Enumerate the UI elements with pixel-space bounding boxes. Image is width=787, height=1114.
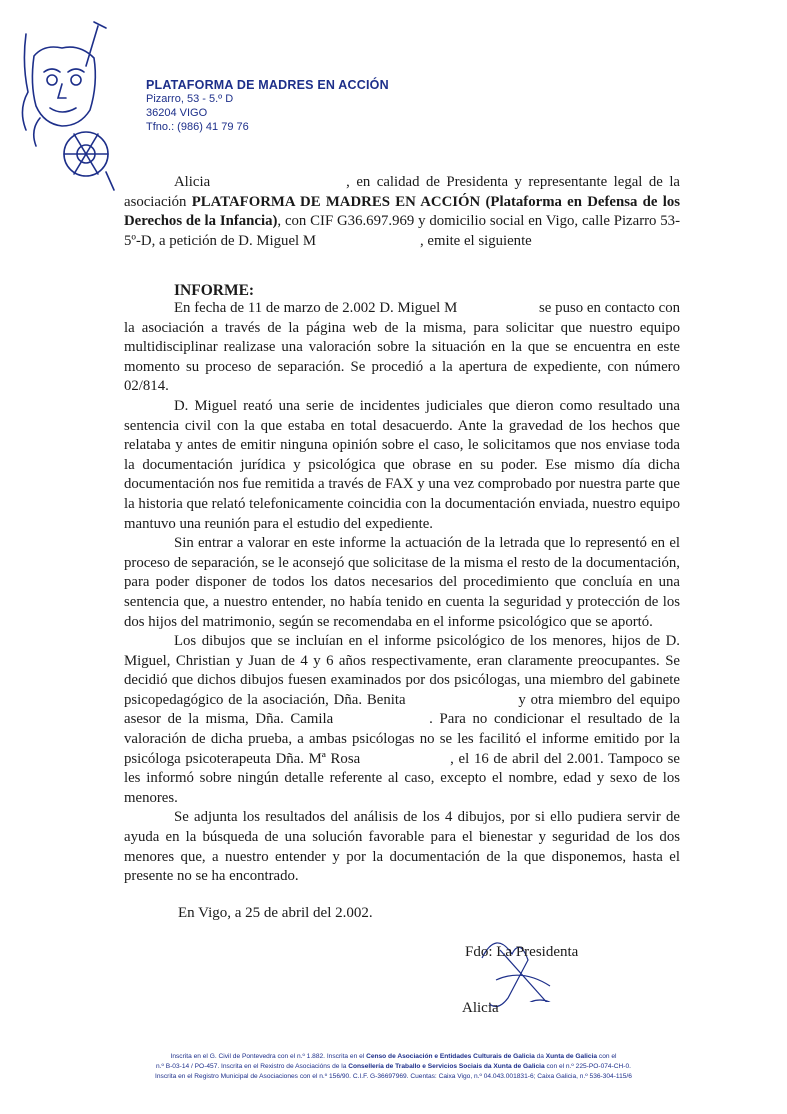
org-name: PLATAFORMA DE MADRES EN ACCIÓN: [146, 78, 389, 92]
intro-name: Alicia: [174, 174, 211, 190]
redaction: [457, 300, 535, 317]
phone-number: Tfno.: (986) 41 79 76: [146, 121, 249, 133]
footer-line-1: Inscrita en el G. Civil de Pontevedra con el n.º 1.882. Inscrita en el Censo de Asociación e Entidades Culturais de Galicia da Xunta de Galicia con el: [170, 1053, 617, 1060]
redaction: [406, 692, 514, 709]
footer-registrations: [40, 1052, 747, 1082]
redaction: [316, 233, 420, 250]
signature-stamp: [400, 910, 690, 1050]
address-line-1: Pizarro, 53 - 5.º D: [146, 93, 234, 105]
address-line-2: 36204 VIGO: [146, 107, 208, 119]
redaction: [418, 960, 494, 1004]
signature-name: Alicia: [462, 1000, 499, 1016]
body-paragraph-1: En fecha de 11 de marzo de 2.002 D. Miguel M se puso en contacto con la asociación a través de la página web de la misma, para solicitar que nuestro equipo multidisciplinar realizase una valoración sobre la situación en la que se encuentra en este momento su proceso de separación. Se procedió a la apertura de expediente, con número 02/814.: [124, 300, 680, 395]
redaction: [210, 174, 346, 191]
redaction: [560, 966, 690, 1000]
footer-line-3: Inscrita en el Registro Municipal de Asociaciones con el n.º 156/90. C.I.F. G-36697969. Cuentas: Caixa Vigo, n.º 04.043.001831-6; Caixa Galicia, n.º 536-304-115/6: [155, 1073, 632, 1080]
closing-date: En Vigo, a 25 de abril del 2.002.: [178, 905, 373, 921]
organization-logo: [14, 14, 120, 194]
letterhead: [146, 78, 389, 134]
body-paragraph-4: Los dibujos que se incluían en el informe psicológico de los menores, hijos de D. Miguel, Christian y Juan de 4 y 6 años respectivamente, eran claramente preocupantes. Se decidió que dichos dibujos fuesen examinados por dos psicólogas, una miembro del gabinete psicopedagógico de la asociación, Dña. Benita y otra miembro del equipo asesor de la misma, Dña. Camila . Para no condicionar el resultado de la valoración de dicha prueba, a ambas psicólogas no se les facilitó el informe emitido por la psicóloga psicoterapeuta Dña. Mª Rosa , el 16 de abril del 2.001. Tampoco se les informó sobre ningún detalle referente al caso, excepto el nombre, edad y sexo de los menores.: [124, 633, 681, 806]
body-paragraph-2: D. Miguel reató una serie de incidentes judiciales que dieron como resultado una sentencia civil con la que estaba en total desacuerdo. Ante la gravedad de los hechos que relataba y antes de emitir ninguna opinión sobre el caso, le solicitamos que nos enviase toda la documentación jurídica y psicológica que obrase en su poder. Ese mismo día dicha documentación nos fue remitida a través de FAX y una vez comprobado por nuestra parte que la historia que relató telefonicamente coincidia con la documentación enviada, nuestro equipo mantuvo una reunión para el estudio del expediente.: [124, 397, 680, 532]
redaction: [586, 910, 676, 954]
org-full-name: PLATAFORMA DE MADRES EN ACCIÓN (Plataforma en Defensa de los Derechos de la Infancia): [124, 193, 680, 230]
intro-section: [124, 173, 680, 251]
report-heading: INFORME:: [174, 282, 255, 299]
intro-paragraph: Alicia , en calidad de Presidenta y representante legal de la asociación PLATAFORMA DE MADRES EN ACCIÓN (Plataforma en Defensa de los Derechos de la Infancia), con CIF G36.697.969 y domicilio social en Vigo, calle Pizarro 53-5º-D, a petición de D. Miguel M , emite el siguiente: [124, 174, 680, 249]
body-paragraph-3: Sin entrar a valorar en este informe la actuación de la letrada que lo representó en el proceso de separación, se le aconsejó que solicitase de la misma el resto de la documentación, para poder disponer de todos los datos necesarios del procedimiento que concluía en una sentencia que, a nuestro entender, no había tenido en cuenta la seguridad y protección de los dos hijos del matrimonio, según se recomendaba en el informe psicológico que se aportó.: [124, 535, 680, 630]
redaction: [516, 1002, 660, 1046]
report-body: [124, 299, 680, 887]
footer-line-2: n.º B-03-14 / PO-457. Inscrita en el Rexistro de Asociacións de la Consellería de Traballo e Servicios Sociais da Xunta de Galicia con el n.º 225-PO-074-CH-0.: [155, 1063, 632, 1070]
redaction: [360, 751, 450, 768]
body-paragraph-5: Se adjunta los resultados del análisis de los 4 dibujos, por si ello pudiera servir de ayuda en la búsqueda de una solución favorable para el bienestar y seguridad de los dos menores que, a nuestro entender y por la documentación de la que disponemos, hasta el presente no se ha encontrado.: [124, 809, 680, 885]
signature-title: Fdo: La Presidenta: [465, 944, 579, 960]
redaction: [333, 712, 429, 729]
redaction: [386, 1002, 452, 1046]
